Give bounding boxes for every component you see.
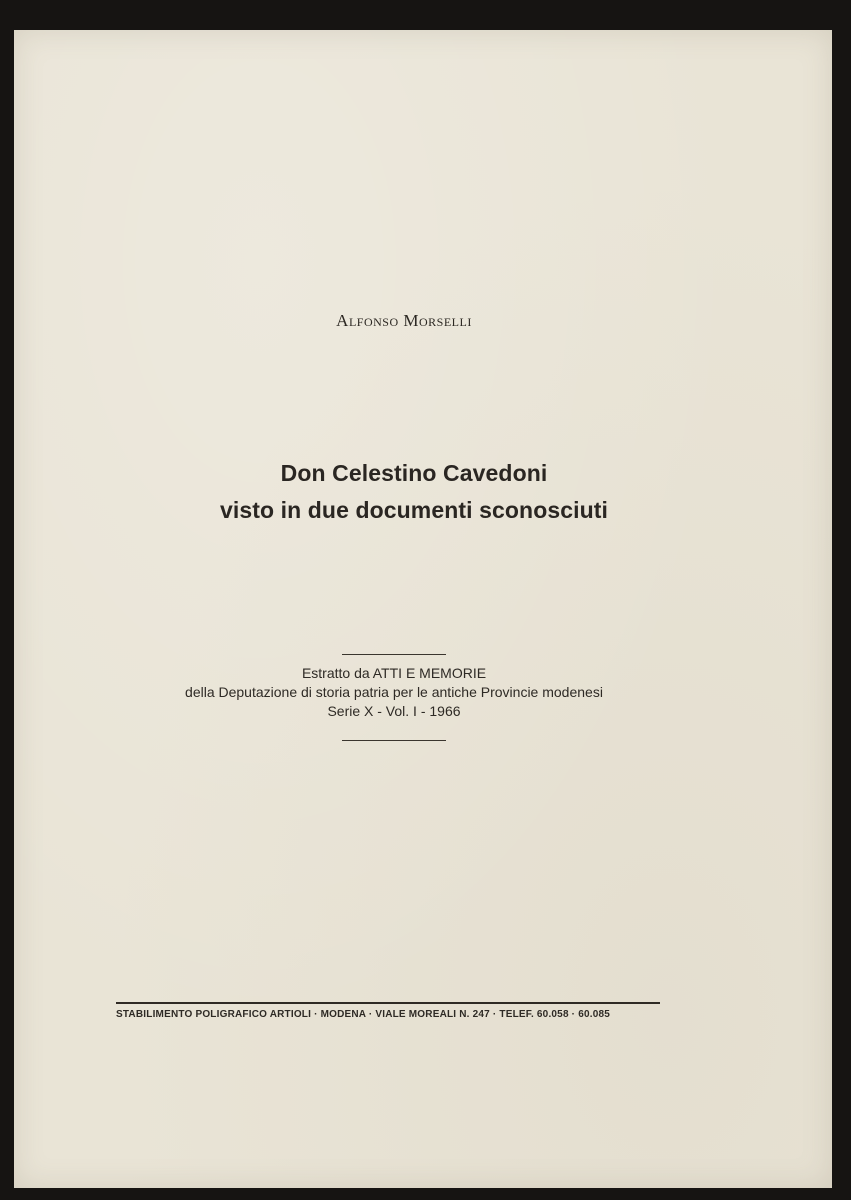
title-line-2: visto in due documenti sconosciuti <box>219 497 609 523</box>
author-name: Alfonso Morselli <box>336 311 472 330</box>
extract-line-source: Estratto da ATTI E MEMORIE <box>301 665 487 681</box>
document-title <box>14 455 814 529</box>
divider-bottom <box>342 740 446 741</box>
printer-imprint: STABILIMENTO POLIGRAFICO ARTIOLI · MODENA · VIALE MOREALI N. 247 · TELEF. 60.058 · 60.085 <box>116 1009 610 1020</box>
extract-info <box>14 664 774 721</box>
title-page <box>14 30 832 1188</box>
extract-line-publisher: della Deputazione di storia patria per le antiche Provincie modenesi <box>185 684 603 700</box>
title-line-1: Don Celestino Cavedoni <box>280 460 548 486</box>
printer-divider <box>116 1002 660 1004</box>
extract-line-series: Serie X - Vol. I - 1966 <box>327 703 461 719</box>
divider-top <box>342 654 446 655</box>
